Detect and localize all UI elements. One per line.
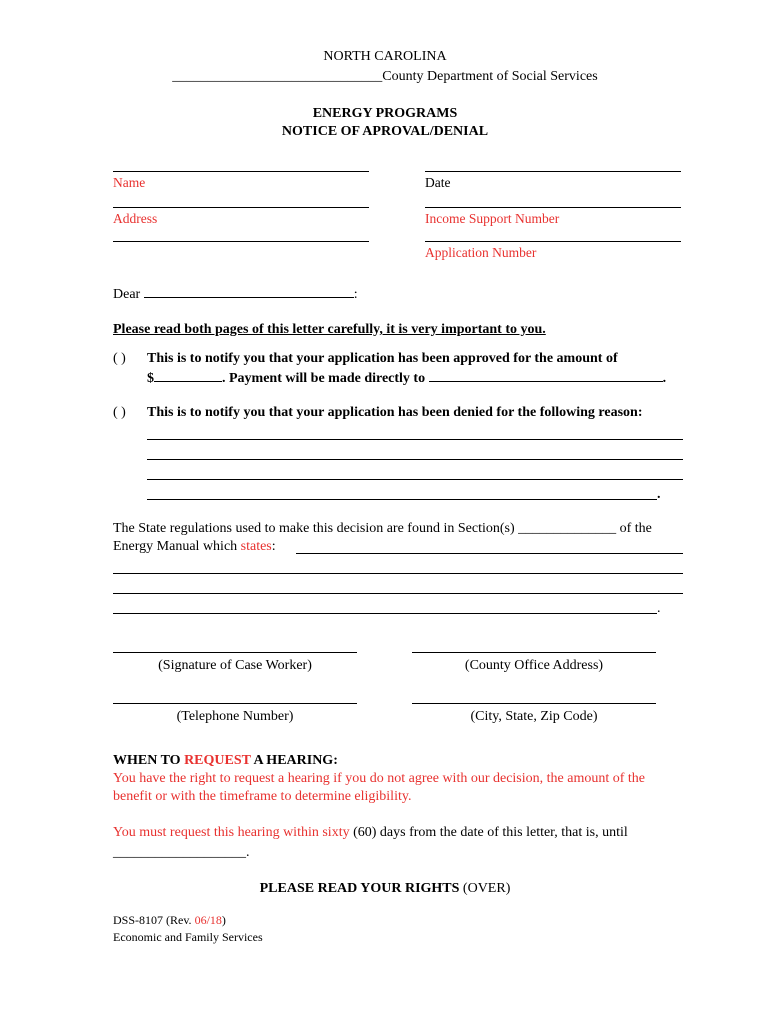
approved-payment: . Payment will be made directly to [222, 371, 426, 386]
denial-reason-line-3[interactable] [147, 479, 683, 480]
regulation-text-line-3[interactable] [113, 593, 683, 594]
case-worker-signature-line[interactable] [113, 652, 357, 653]
hearing-within-sixty: You must request this hearing within sixty [113, 825, 350, 840]
states-colon: : [271, 539, 276, 554]
denial-reason-line-2[interactable] [147, 459, 683, 460]
county-suffix: County Department of Social Services [382, 69, 598, 84]
regulations-line-2 [113, 538, 276, 556]
form-revision-date: 06/18 [194, 913, 222, 927]
denial-reason-line-4[interactable] [147, 499, 657, 500]
amount-blank[interactable] [154, 369, 222, 382]
regulation-text-line-1[interactable] [296, 553, 683, 554]
regulations-end: . [657, 601, 661, 616]
address-field-line[interactable] [113, 207, 369, 208]
title-notice: NOTICE OF APROVAL/DENIAL [281, 124, 489, 139]
regulation-text-line-2[interactable] [113, 573, 683, 574]
hearing-right-line-2: benefit or with the timeframe to determine eligibility. [113, 789, 412, 804]
name-field-line[interactable] [113, 171, 369, 172]
city-state-zip-line[interactable] [412, 703, 656, 704]
approved-end: . [662, 371, 667, 386]
denied-line: This is to notify you that your application has been denied for the following reason: [147, 405, 643, 420]
read-rights-bold: PLEASE READ YOUR RIGHTS [259, 881, 460, 896]
payee-blank[interactable] [429, 369, 663, 382]
hearing-right-line-1: You have the right to request a hearing if you do not agree with our decision, the amount of the [113, 771, 646, 786]
division-name: Economic and Family Services [113, 930, 263, 944]
energy-manual-text: Energy Manual which [113, 539, 241, 554]
county-office-label: (County Office Address) [464, 658, 604, 673]
county-blank[interactable]: ______________________________ [172, 69, 383, 84]
hearing-heading-rest: A HEARING: [250, 753, 338, 768]
application-field-line[interactable] [425, 241, 681, 242]
dear-text: Dear [113, 287, 141, 302]
address-label: Address [113, 211, 158, 226]
income-support-field-line[interactable] [425, 207, 681, 208]
form-number-text: DSS-8107 (Rev. [113, 913, 195, 927]
approved-line-1: This is to notify you that your application has been approved for the amount of [147, 351, 618, 366]
address-field-line-2[interactable] [113, 241, 369, 242]
income-support-label: Income Support Number [425, 211, 560, 226]
county-office-line[interactable] [412, 652, 656, 653]
read-both-pages: Please read both pages of this letter carefully, it is very important to you. [113, 322, 546, 337]
regulations-line-1: The State regulations used to make this decision are found in Section(s) ______________ of the [113, 521, 652, 536]
recipient-blank[interactable] [144, 285, 354, 298]
denial-reason-line-1[interactable] [147, 439, 683, 440]
salutation [113, 285, 358, 304]
county-line [0, 68, 770, 86]
salutation-colon: : [353, 287, 358, 302]
denied-end: . [657, 487, 661, 502]
approved-line-2 [147, 369, 666, 388]
hearing-days-text: (60) days from the date of this letter, that is, until [349, 825, 628, 840]
read-rights [0, 880, 770, 898]
hearing-heading-request: REQUEST [184, 753, 251, 768]
approved-checkbox[interactable]: ( ) [113, 351, 126, 366]
telephone-label: (Telephone Number) [176, 709, 294, 724]
states-text: states [240, 539, 272, 554]
hearing-heading [113, 752, 338, 770]
date-field-line[interactable] [425, 171, 681, 172]
read-rights-over: (OVER) [459, 881, 511, 896]
approved-dollar: $ [147, 371, 154, 386]
hearing-until-blank[interactable]: ___________________. [113, 845, 250, 860]
hearing-deadline-line [113, 824, 628, 842]
name-label: Name [113, 175, 146, 190]
form-number-close: ) [221, 913, 226, 927]
regulation-text-line-4[interactable] [113, 613, 657, 614]
state-heading: NORTH CAROLINA [323, 49, 447, 64]
case-worker-label: (Signature of Case Worker) [158, 658, 312, 673]
form-number [113, 913, 226, 928]
telephone-line[interactable] [113, 703, 357, 704]
date-label: Date [425, 175, 451, 190]
hearing-heading-when: WHEN TO [113, 753, 185, 768]
city-state-zip-label: (City, State, Zip Code) [470, 709, 598, 724]
title-energy-programs: ENERGY PROGRAMS [312, 106, 458, 121]
denied-checkbox[interactable]: ( ) [113, 405, 126, 420]
application-label: Application Number [425, 245, 537, 260]
